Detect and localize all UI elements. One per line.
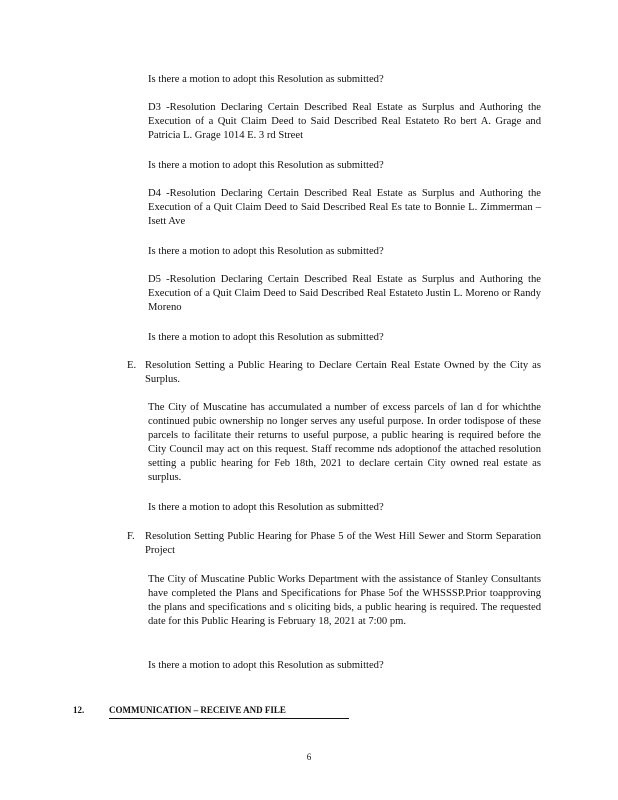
resolution-d5: D5 -Resolution Declaring Certain Described Real Estate as Surplus and Authoring the Execution of a Quit Claim Deed to Said Described Real Estateto Justin L. Moreno or Randy Moreno — [148, 274, 541, 313]
item-title: Resolution Setting a Public Hearing to Declare Certain Real Estate Owned by the City as Surplus. — [145, 360, 541, 385]
motion-question: Is there a motion to adopt this Resolution as submitted? — [148, 74, 384, 85]
item-title: Resolution Setting Public Hearing for Phase 5 of the West Hill Sewer and Storm Separation Project — [145, 531, 541, 556]
motion-question: Is there a motion to adopt this Resolution as submitted? — [148, 332, 384, 343]
section-heading — [73, 703, 373, 719]
motion-question: Is there a motion to adopt this Resolution as submitted? — [148, 160, 384, 171]
item-letter: E. — [127, 360, 137, 371]
resolution-d4: D4 -Resolution Declaring Certain Described Real Estate as Surplus and Authoring the Execution of a Quit Claim Deed to Said Described Real Es tate to Bonnie L. Zimmerman –Isett Ave — [148, 188, 541, 227]
page-number: 6 — [306, 752, 312, 762]
motion-question: Is there a motion to adopt this Resolution as submitted? — [148, 246, 384, 257]
motion-question: Is there a motion to adopt this Resolution as submitted? — [148, 660, 384, 671]
item-e-body: The City of Muscatine has accumulated a number of excess parcels of lan d for whichthe continued pubic ownership no longer serves any useful purpose. In order todispose of these parcels to facilitate their returns to useful purpose, a public hearing is required before the City Council may act on this request. Staff recomme nds adoptionof the attached resolution setting a public hearing for Feb 18th, 2021 to declare certain City owned real estate as surplus. — [148, 402, 541, 483]
resolution-d3: D3 -Resolution Declaring Certain Described Real Estate as Surplus and Authoring the Execution of a Quit Claim Deed to Said Described Real Estateto Ro bert A. Grage and Patricia L. Grage 1014 E. 3 rd Street — [148, 102, 541, 141]
motion-question: Is there a motion to adopt this Resolution as submitted? — [148, 502, 384, 513]
agenda-item-f — [127, 530, 541, 558]
item-f-body: The City of Muscatine Public Works Department with the assistance of Stanley Consultants have completed the Plans and Specifications for Phase 5of the WHSSSP.Prior toapproving the plans and specifications and s oliciting bids, a public hearing is required. The requested date for this Public Hearing is February 18, 2021 at 7:00 pm. — [148, 574, 541, 627]
item-letter: F. — [127, 531, 135, 542]
section-number: 12. — [73, 705, 85, 715]
section-title: COMMUNICATION – RECEIVE AND FILE — [109, 703, 349, 719]
agenda-item-e — [127, 359, 541, 387]
